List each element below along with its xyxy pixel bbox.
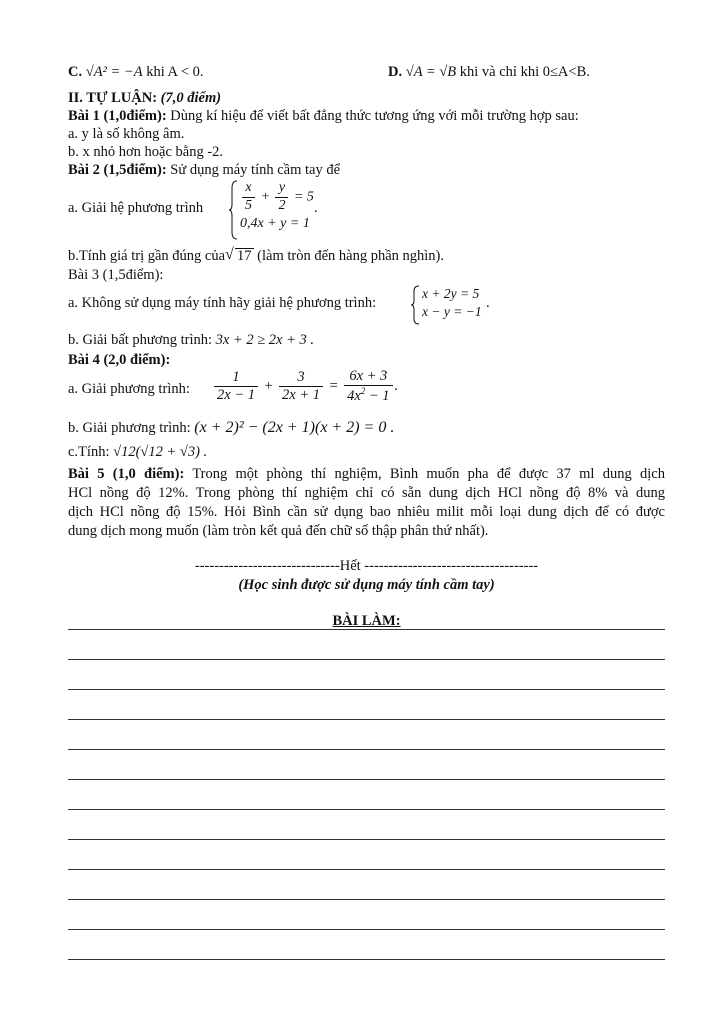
- sqrt-icon: √ 17: [225, 246, 252, 264]
- bai5-line1: [68, 466, 665, 483]
- answer-line: [68, 839, 665, 840]
- bai3-period: .: [486, 295, 490, 311]
- option-c-text: khi A < 0.: [146, 64, 204, 80]
- bai3-a-label: a. Không sử dụng máy tính hãy giải hệ phương trình:: [68, 295, 377, 311]
- option-d-text: khi và chỉ khi 0≤A<B.: [459, 64, 590, 80]
- answer-line: [68, 719, 665, 720]
- bai2-b-text: b.Tính giá trị gần đúng của: [68, 248, 226, 264]
- bai1-head: Bài 1 (1,0điểm):: [68, 108, 167, 124]
- answer-line: [68, 779, 665, 780]
- bai2-period: .: [314, 200, 318, 216]
- bai4-c: [68, 444, 665, 461]
- bai5-line2: HCl nồng độ 12%. Trong phòng thí nghiệm chỉ có sẵn dung dịch HCl nồng độ 8% và dung: [68, 485, 665, 501]
- option-d-row: [388, 64, 665, 81]
- bai3-heading: Bài 3 (1,5điểm):: [68, 267, 164, 283]
- bai5-line3: dịch HCl nồng độ 15%. Hỏi Bình cần sử dụng bao nhiêu milit mỗi loại dung dịch để có được: [68, 504, 665, 520]
- bai3-b: [68, 332, 665, 349]
- bai1-heading: [68, 108, 665, 125]
- bai5-head: Bài 5 (1,0 điểm):: [68, 466, 185, 482]
- answer-line: [68, 929, 665, 930]
- answer-line: [68, 659, 665, 660]
- answer-line: [68, 899, 665, 900]
- calculator-note: (Học sinh được sử dụng máy tính cầm tay): [238, 577, 495, 593]
- bai5-line4: dung dịch mong muốn (làm tròn kết quả đến chữ số thập phân thứ nhất).: [68, 523, 489, 539]
- option-d-label: D.: [388, 64, 403, 80]
- brace-icon: [228, 180, 238, 240]
- bai2-text: Sử dụng máy tính cầm tay để: [170, 162, 341, 178]
- answer-line: [68, 959, 665, 960]
- answer-line: [68, 749, 665, 750]
- answer-line: [68, 689, 665, 690]
- bai2-eq1: $\frac{x}{5}$ + $\frac{y}{2}$ = 5: [240, 180, 314, 215]
- end-marker: ------------------------------Hết ------------------------------------: [194, 558, 539, 574]
- bai1-a: a. y là số không âm.: [68, 126, 185, 142]
- option-c-formula: √A² = −A: [85, 64, 143, 80]
- bai2-b: [68, 248, 665, 265]
- bai2-b-radicand: 17: [237, 248, 252, 264]
- section-title-text: II. TỰ LUẬN:: [68, 90, 158, 106]
- bai3-b-text: b. Giải bất phương trình:: [68, 332, 212, 348]
- option-d-formula: √A = √B: [405, 64, 457, 80]
- answer-line: [68, 629, 665, 630]
- bai3-eq1: x + 2y = 5: [422, 286, 480, 301]
- bai4-heading: Bài 4 (2,0 điểm):: [68, 352, 171, 368]
- bai2-system: [228, 180, 314, 233]
- option-c-label: C.: [68, 64, 83, 80]
- bai4-c-eq: √12(√12 + √3) .: [113, 444, 208, 460]
- bai1-b: b. x nhỏ hơn hoặc bằng -2.: [68, 144, 224, 160]
- bai2-heading: [68, 162, 665, 179]
- bai3-b-eq: 3x + 2 ≥ 2x + 3 .: [215, 332, 315, 348]
- bai4-a-eq: $\frac{1}{2x - 1}$ + $\frac{3}{2x + 1}$ = $\frac{6x + 3}{4x^2 - 1}$ .: [212, 368, 398, 406]
- bai5-line1-text: Trong một phòng thí nghiệm, Bình muốn pha để được 37 ml dung dịch: [192, 466, 665, 482]
- section-points: (7,0 điểm): [160, 90, 222, 106]
- bai4-b-text: b. Giải phương trình:: [68, 420, 191, 436]
- answer-line: [68, 809, 665, 810]
- bai4-b: [68, 419, 665, 437]
- brace-icon: [410, 285, 420, 325]
- bai2-eq2: 0,4x + y = 1: [240, 215, 310, 231]
- section-title: [68, 90, 665, 107]
- bai2-a-label: a. Giải hệ phương trình: [68, 200, 204, 216]
- bai4-a-label: a. Giải phương trình:: [68, 381, 190, 397]
- bai4-b-eq: (x + 2)² − (2x + 1)(x + 2) = 0 .: [194, 419, 395, 436]
- answer-line: [68, 869, 665, 870]
- bai1-text: Dùng kí hiệu để viết bất đẳng thức tương ứng với mỗi trường hợp sau:: [170, 108, 579, 124]
- work-title: BÀI LÀM:: [332, 613, 401, 629]
- bai2-b-post: (làm tròn đến hàng phần nghìn).: [257, 248, 445, 264]
- bai3-system: [410, 285, 482, 321]
- bai2-head: Bài 2 (1,5điểm):: [68, 162, 167, 178]
- bai3-eq2: x − y = −1: [422, 304, 482, 320]
- bai4-c-text: c.Tính:: [68, 444, 110, 460]
